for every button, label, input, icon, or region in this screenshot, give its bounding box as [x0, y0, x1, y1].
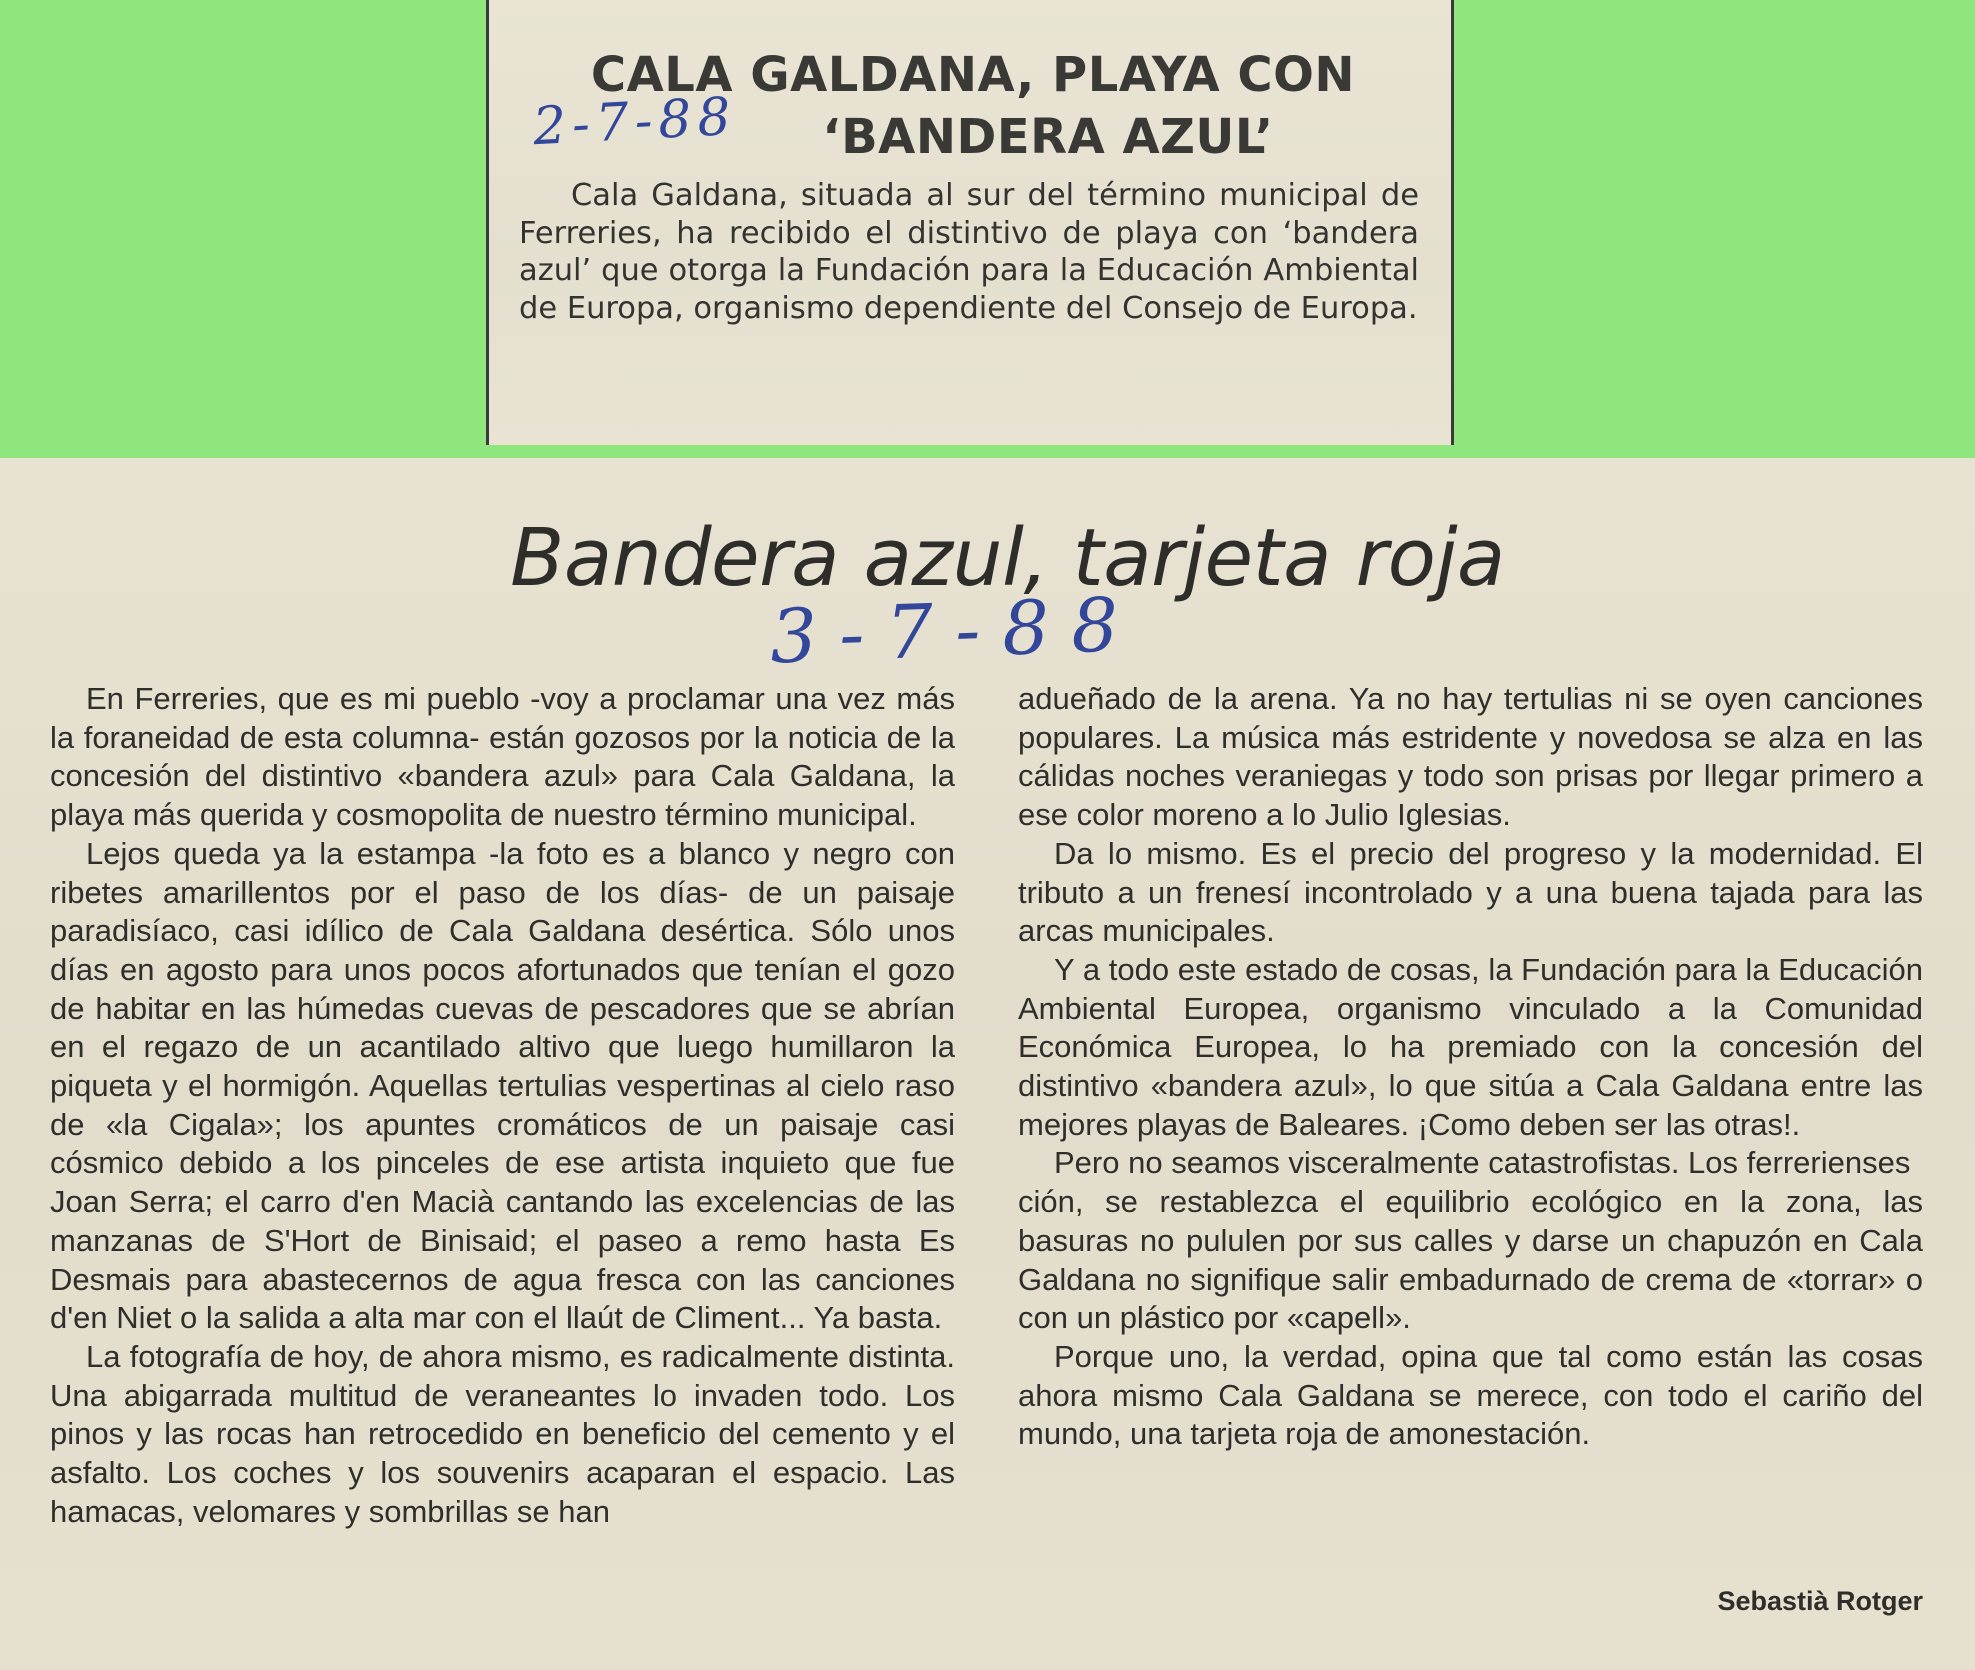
top-newspaper-clipping [486, 0, 1454, 445]
paragraph: ción, se restablezca el equilibrio ecológico en la zona, las basuras no pululen por sus calles y darse un chapuzón en Cala Galdana no signifique salir embadurnado de crema de «torrar» o con un plástico por «capell». [1018, 1184, 1923, 1336]
top-headline-line1: CALA GALDANA, PLAYA CON [590, 47, 1356, 103]
paragraph: Da lo mismo. Es el precio del progreso y la modernidad. El tributo a un frenesí incontrolado y a una buena tajada para las arcas municipales. [1018, 835, 1923, 949]
paragraph: Lejos queda ya la estampa -la foto es a blanco y negro con ribetes amarillentos por el paso de los días- de un paisaje paradisíaco, casi idílico de Cala Galdana desértica. Sólo unos días en agosto para unos pocos afortunados que tenían el gozo de habitar en las húmedas cuevas de pescadores que se abrían en el regazo de un acantilado altivo que luego humillaron la piqueta y el hormigón. Aquellas tertulias vespertinas al cielo raso de «la Cigala»; los apuntes cromáticos de un paisaje casi cósmico debido a los pinceles de ese artista inquieto que fue Joan Serra; el carro d'en Macià cantando las excelencias de las manzanas de S'Hort de Binisaid; el paseo a remo hasta Es Desmais para abastecernos de agua fresca con las canciones d'en Niet o la salida a alta mar con el llaút de Climent... Ya basta. [50, 835, 955, 1336]
paragraph: La fotografía de hoy, de ahora mismo, es radicalmente distinta. Una abigarrada multitud de veraneantes lo invaden todo. Los pinos y las rocas han retrocedido en beneficio del cemento y el asfalto. Los coches y los souvenirs acaparan el espacio. Las hamacas, velomares y sombrillas se han [50, 1338, 955, 1529]
top-clipping-body: Cala Galdana, situada al sur del término municipal de Ferreries, ha recibido el distintivo de playa con ‘bandera azul’ que otorga la Fundación para la Educación Ambiental de Europa, organismo dependiente del Consejo de Europa. [519, 178, 1419, 326]
paragraph: Pero no seamos visceralmente catastrofistas. Los ferrerienses [1054, 1145, 1911, 1181]
top-handwritten-date: 2-7-88 [531, 86, 738, 158]
paragraph: Porque uno, la verdad, opina que tal como están las cosas ahora mismo Cala Galdana se merece, con todo el cariño del mundo, una tarjeta roja de amonestación. [1018, 1338, 1923, 1452]
author-signature: Sebastià Rotger [1717, 1586, 1923, 1616]
bottom-handwritten-date: 3-7-88 [768, 581, 1142, 681]
article-right-column [1018, 680, 1923, 1454]
article-left-column [50, 680, 955, 1531]
paragraph: Y a todo este estado de cosas, la Fundación para la Educación Ambiental Europea, organismo vinculado a la Comunidad Económica Europea, lo ha premiado con la concesión del distintivo «bandera azul», lo que sitúa a Cala Galdana entre las mejores playas de Baleares. ¡Como deben ser las otras!. [1018, 951, 1923, 1142]
paragraph: En Ferreries, que es mi pueblo -voy a proclamar una vez más la foraneidad de esta columna- están gozosos por la noticia de la concesión del distintivo «bandera azul» para Cala Galdana, la playa más querida y cosmopolita de nuestro término municipal. [50, 681, 955, 833]
bottom-newspaper-clipping [0, 458, 1975, 1670]
top-headline-line2: ‘BANDERA AZUL’ [822, 109, 1274, 165]
paragraph: adueñado de la arena. Ya no hay tertulias ni se oyen canciones populares. La música más estridente y novedosa se alza en las cálidas noches veraniegas y todo son prisas por llegar primero a ese color moreno a lo Julio Iglesias. [1018, 681, 1923, 833]
article-headline: Bandera azul, tarjeta roja [510, 512, 1505, 604]
